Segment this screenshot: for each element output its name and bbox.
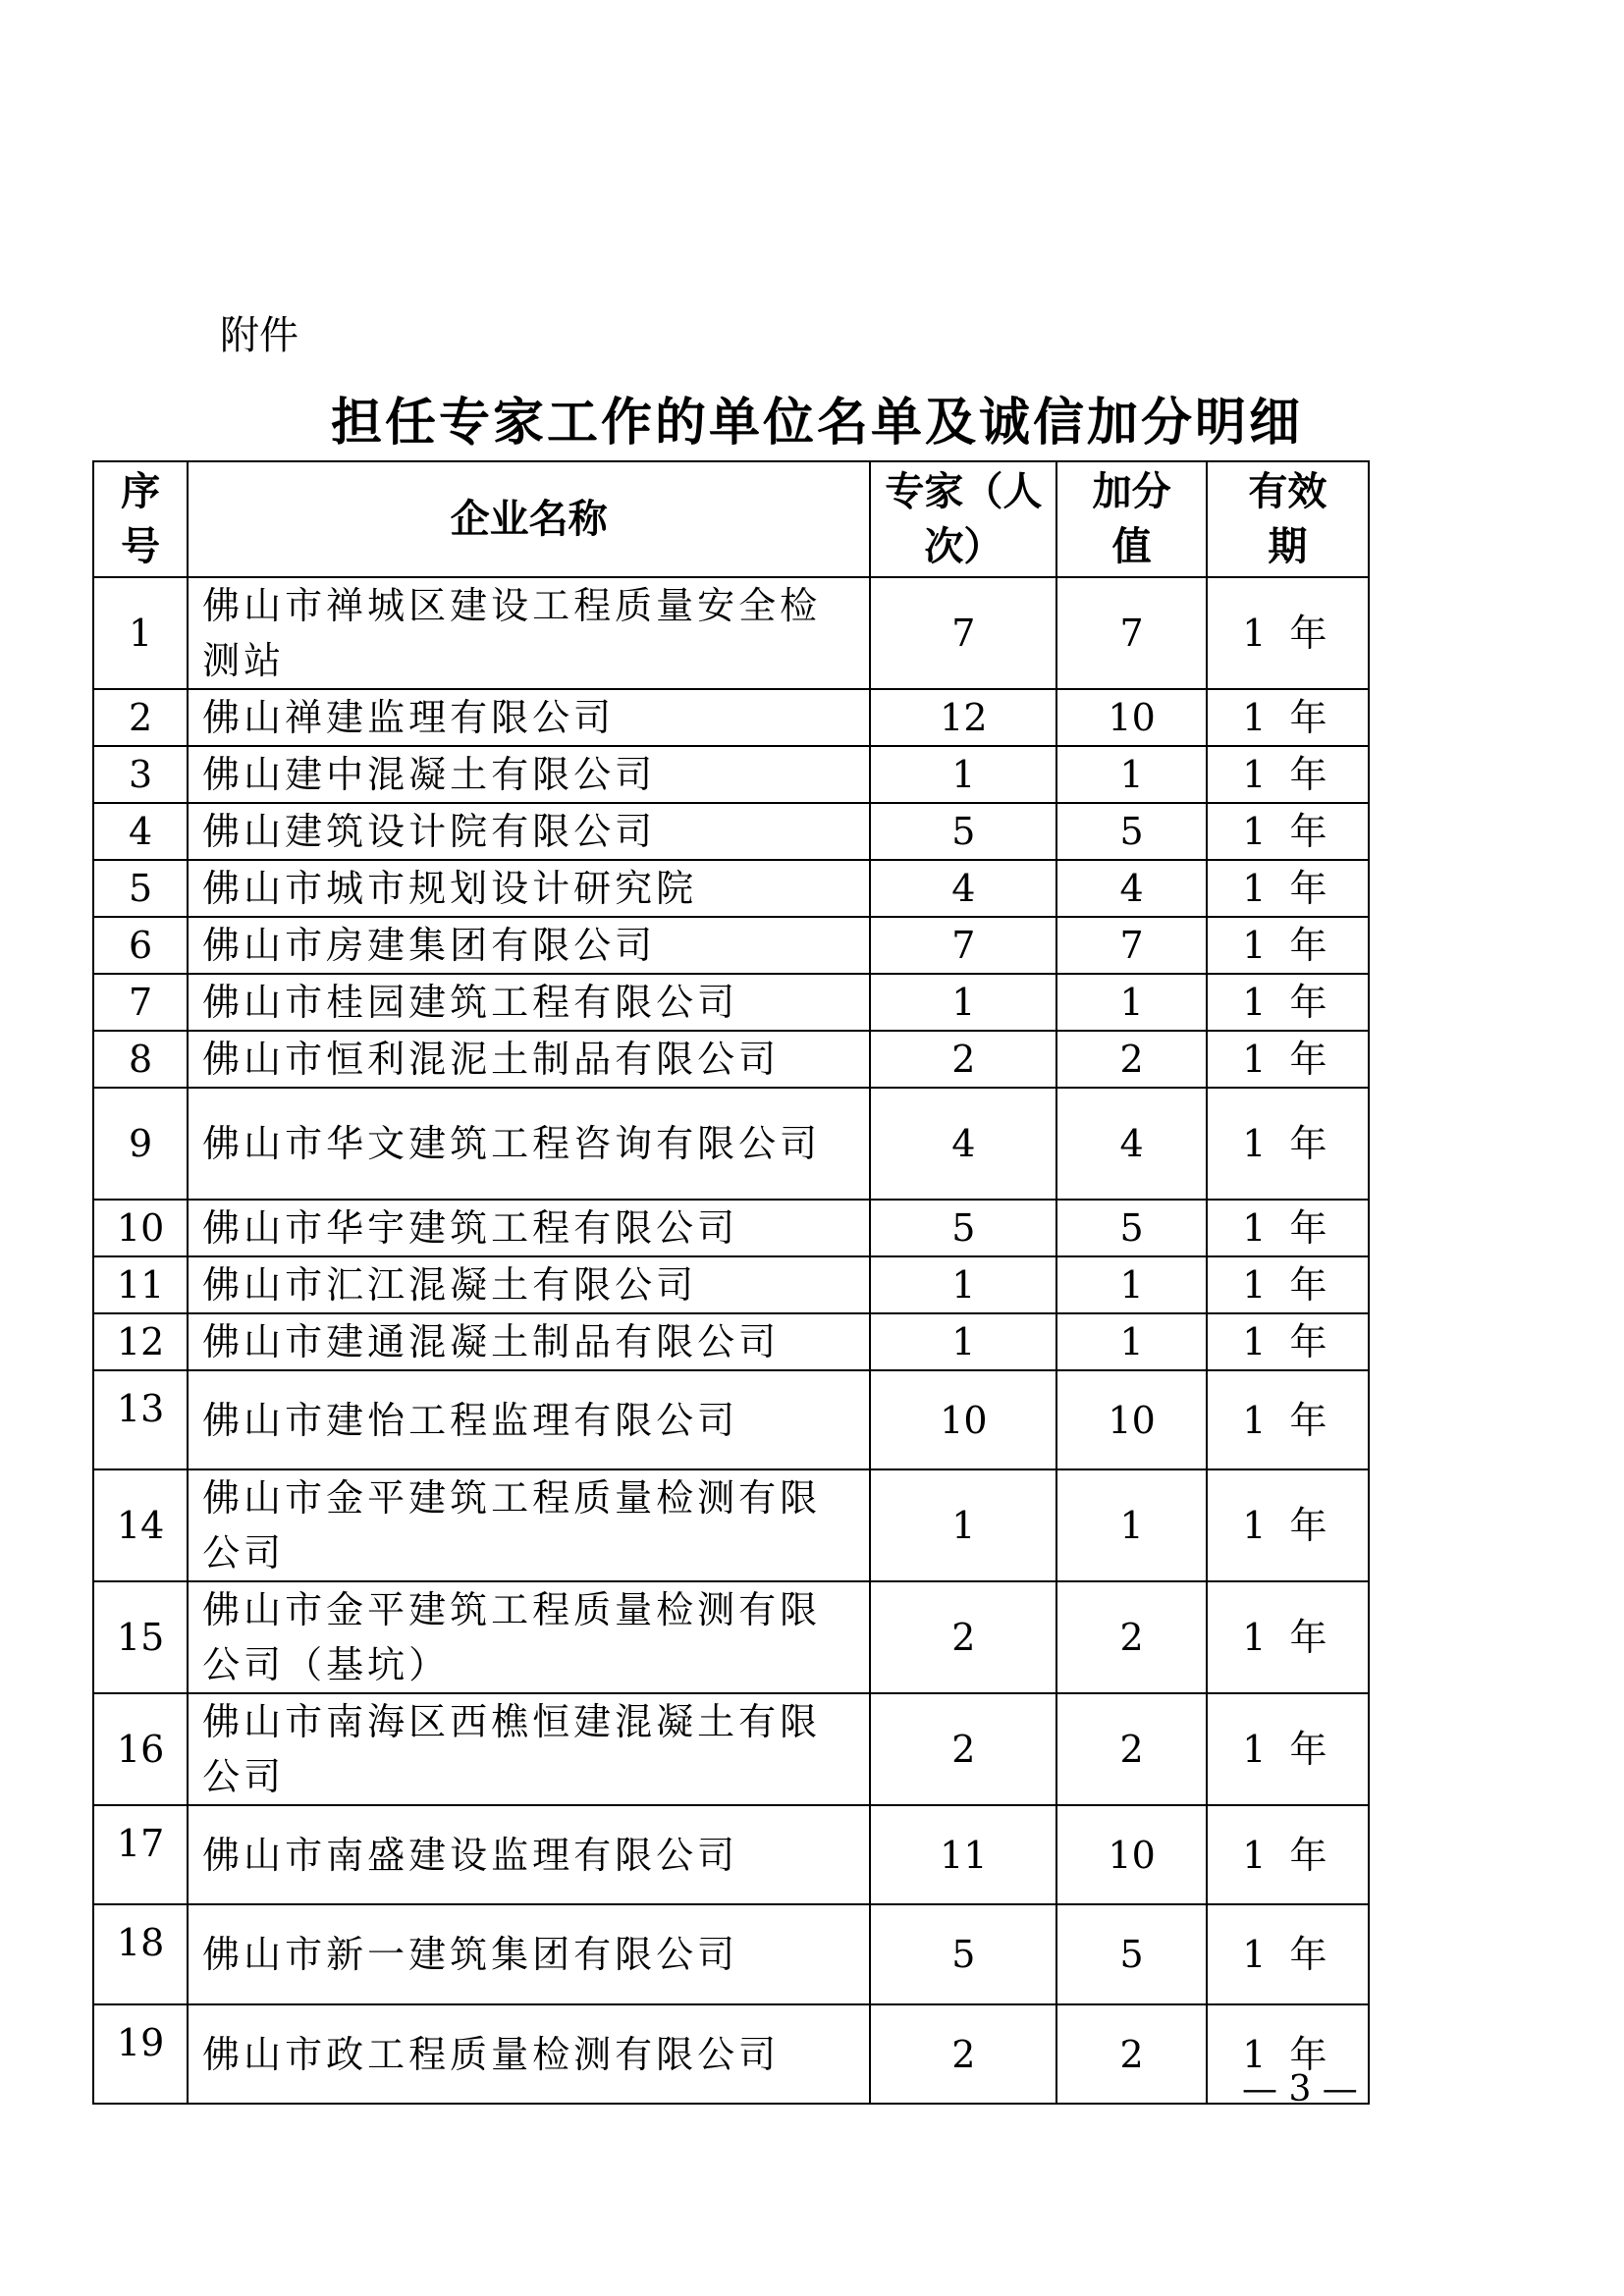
bonus-points: 4 [1056,1088,1206,1200]
table-row [93,1469,1369,1581]
bonus-points: 1 [1056,746,1206,803]
row-number: 10 [93,1200,188,1256]
validity-period: 1 年 [1207,1256,1369,1313]
expert-count: 1 [870,1256,1056,1313]
expert-count: 1 [870,1469,1056,1581]
bonus-points: 1 [1056,1256,1206,1313]
company-name: 佛山建中混凝土有限公司 [188,746,870,803]
validity-period: 1 年 [1207,746,1369,803]
validity-period: 1 年 [1207,1904,1369,2004]
table-row [93,746,1369,803]
company-name: 佛山市禅城区建设工程质量安全检测站 [188,577,870,689]
bonus-points: 1 [1056,974,1206,1031]
expert-count: 2 [870,2004,1056,2104]
bonus-points: 1 [1056,1469,1206,1581]
validity-period: 1 年 [1207,803,1369,860]
row-number: 6 [93,917,188,974]
table-row [93,1313,1369,1370]
expert-count: 10 [870,1370,1056,1469]
company-name: 佛山市桂园建筑工程有限公司 [188,974,870,1031]
bonus-points: 2 [1056,1031,1206,1088]
company-name: 佛山市南盛建设监理有限公司 [188,1805,870,1904]
expert-count: 5 [870,803,1056,860]
company-name: 佛山市政工程质量检测有限公司 [188,2004,870,2104]
validity-period: 1 年 [1207,860,1369,917]
company-name: 佛山市新一建筑集团有限公司 [188,1904,870,2004]
row-number: 8 [93,1031,188,1088]
table-row [93,689,1369,746]
expert-count: 1 [870,746,1056,803]
table-row [93,917,1369,974]
expert-count: 2 [870,1581,1056,1693]
table-row [93,1256,1369,1313]
table-row [93,1581,1369,1693]
validity-period: 1 年 [1207,1581,1369,1693]
document-title: 担任专家工作的单位名单及诚信加分明细 [331,394,1304,453]
validity-period: 1 年 [1207,1313,1369,1370]
expert-count: 4 [870,1088,1056,1200]
company-name: 佛山市金平建筑工程质量检测有限公司（基坑） [188,1581,870,1693]
row-number: 7 [93,974,188,1031]
expert-count: 2 [870,1693,1056,1805]
row-number: 12 [93,1313,188,1370]
validity-period: 1 年 [1207,2004,1369,2104]
table-row [93,1904,1369,2004]
bonus-points: 10 [1056,689,1206,746]
bonus-points: 5 [1056,1904,1206,2004]
company-name: 佛山市建怡工程监理有限公司 [188,1370,870,1469]
row-number: 1 [93,577,188,689]
header-add: 加分值 [1056,461,1206,577]
row-number: 3 [93,746,188,803]
table-row [93,1200,1369,1256]
company-name: 佛山市华宇建筑工程有限公司 [188,1200,870,1256]
validity-period: 1 年 [1207,917,1369,974]
table-row [93,1031,1369,1088]
bonus-points: 10 [1056,1370,1206,1469]
row-number: 11 [93,1256,188,1313]
bonus-points: 7 [1056,577,1206,689]
company-name: 佛山市南海区西樵恒建混凝土有限公司 [188,1693,870,1805]
expert-count: 12 [870,689,1056,746]
header-no: 序号 [93,461,188,577]
company-name: 佛山禅建监理有限公司 [188,689,870,746]
validity-period: 1 年 [1207,1031,1369,1088]
table-row [93,974,1369,1031]
row-number: 2 [93,689,188,746]
expert-count: 4 [870,860,1056,917]
validity-period: 1 年 [1207,689,1369,746]
validity-period: 1 年 [1207,1693,1369,1805]
bonus-points: 7 [1056,917,1206,974]
row-number: 15 [93,1581,188,1693]
company-name: 佛山市华文建筑工程咨询有限公司 [188,1088,870,1200]
table-row [93,2004,1369,2104]
table-row [93,803,1369,860]
table-row [93,860,1369,917]
company-name: 佛山市房建集团有限公司 [188,917,870,974]
validity-period: 1 年 [1207,1200,1369,1256]
expert-count: 1 [870,974,1056,1031]
table-row [93,1088,1369,1200]
expert-count: 2 [870,1031,1056,1088]
table-row [93,1805,1369,1904]
expert-count: 7 [870,917,1056,974]
table-header-row [93,461,1369,577]
header-name: 企业名称 [188,461,870,577]
bonus-points: 4 [1056,860,1206,917]
row-number: 19 [93,2004,188,2104]
bonus-points: 2 [1056,2004,1206,2104]
table-row [93,577,1369,689]
row-number: 4 [93,803,188,860]
table-row [93,1693,1369,1805]
validity-period: 1 年 [1207,974,1369,1031]
expert-count: 7 [870,577,1056,689]
row-number: 13 [93,1370,188,1469]
credit-table [92,460,1370,2105]
table-row [93,1370,1369,1469]
expert-count: 1 [870,1313,1056,1370]
company-name: 佛山市城市规划设计研究院 [188,860,870,917]
bonus-points: 5 [1056,803,1206,860]
row-number: 5 [93,860,188,917]
row-number: 18 [93,1904,188,2004]
expert-count: 5 [870,1200,1056,1256]
validity-period: 1 年 [1207,1370,1369,1469]
company-name: 佛山市金平建筑工程质量检测有限公司 [188,1469,870,1581]
row-number: 9 [93,1088,188,1200]
validity-period: 1 年 [1207,1805,1369,1904]
row-number: 16 [93,1693,188,1805]
bonus-points: 5 [1056,1200,1206,1256]
bonus-points: 10 [1056,1805,1206,1904]
bonus-points: 2 [1056,1693,1206,1805]
company-name: 佛山建筑设计院有限公司 [188,803,870,860]
expert-count: 11 [870,1805,1056,1904]
company-name: 佛山市汇江混凝土有限公司 [188,1256,870,1313]
bonus-points: 2 [1056,1581,1206,1693]
row-number: 17 [93,1805,188,1904]
attachment-label: 附件 [220,313,298,358]
validity-period: 1 年 [1207,577,1369,689]
page-number: — 3 — [1242,2069,1358,2109]
company-name: 佛山市建通混凝土制品有限公司 [188,1313,870,1370]
bonus-points: 1 [1056,1313,1206,1370]
expert-count: 5 [870,1904,1056,2004]
header-valid: 有效期 [1207,461,1369,577]
validity-period: 1 年 [1207,1469,1369,1581]
header-experts: 专家（人次） [870,461,1056,577]
validity-period: 1 年 [1207,1088,1369,1200]
row-number: 14 [93,1469,188,1581]
company-name: 佛山市恒利混泥土制品有限公司 [188,1031,870,1088]
